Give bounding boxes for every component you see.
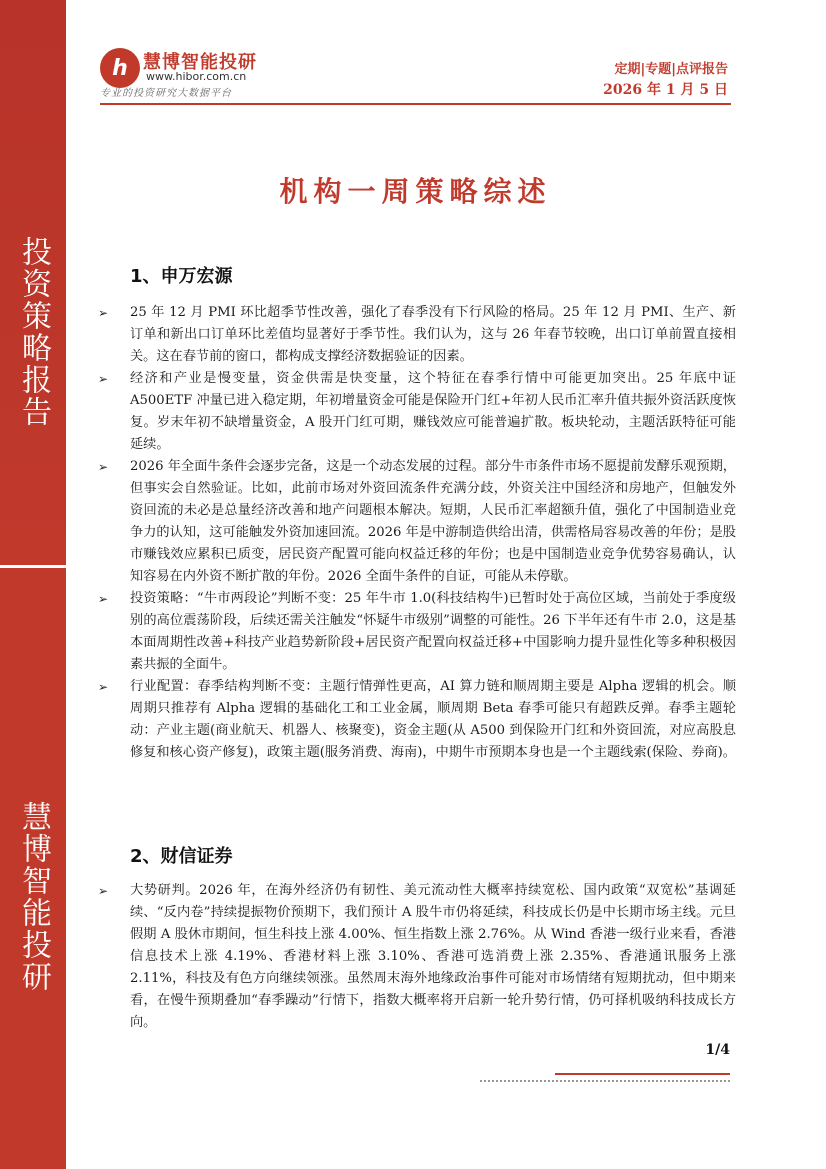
- page-title: 机构一周策略综述: [279, 175, 552, 208]
- header-divider: [100, 103, 731, 105]
- sidebar-top-band: [0, 0, 66, 565]
- sidebar: [0, 0, 66, 1169]
- list-item: [96, 880, 736, 1034]
- bullet-text: 2026 年全面牛条件会逐步完备，这是一个动态发展的过程。部分牛市条件市场不愿提前发酵乐观预期，但事实会自然验证。比如，此前市场对外资回流条件充满分歧，外资关注中国经济和房地产，但触发外资回流的未必是总量经济改善和地产问题根本解决。短期，人民币汇率超额升值，强化了中国制造业竞争力的认知，这可能触发外资加速回流。2026 年是中游制造供给出清，供需格局容易改善的年份；是股市赚钱效应累积已质变，居民资产配置可能向权益迁移的年份；也是中国制造业竞争优势容易确认，认知容易在内外资不断扩散的年份。2026 全面牛条件的自证，可能从未停歇。: [130, 459, 736, 584]
- header: [100, 46, 730, 106]
- list-item: [96, 588, 736, 676]
- arrow-bullet-icon: ➢: [98, 884, 109, 898]
- bullet-text: 25 年 12 月 PMI 环比超季节性改善，强化了春季没有下行风险的格局。25 年 12 月 PMI、生产、新订单和新出口订单环比差值均显著好于季节性。我们认为，这与 26 年春节较晚，出口订单前置直接相关。这在春节前的窗口，都构成支撑经济数据验证的因素。: [130, 305, 736, 364]
- bullet-text: 大势研判。2026 年，在海外经济仍有韧性、美元流动性大概率持续宽松、国内政策“双宽松”基调延续、“反内卷”持续提振物价预期下，我们预计 A 股牛市仍将延续，科技成长仍是中长期市场主线。元旦假期 A 股休市期间，恒生科技上涨 4.00%、恒生指数上涨 2.76%。从 Wind 香港一级行业来看，香港信息技术上涨 4.19%、香港材料上涨 3.10%、香港可选消费上涨 2.35%、香港通讯服务上涨 2.11%，科技及有色方向继续领涨。虽然周末海外地缘政治事件可能对市场情绪有短期扰动，但中期来看，在慢牛预期叠加“春季躁动”行情下，指数大概率将开启新一轮升势行情，仍可择机吸纳科技成长方向。: [130, 883, 736, 1030]
- footer-divider: [555, 1073, 730, 1075]
- bullet-text: 行业配置：春季结构判断不变：主题行情弹性更高，AI 算力链和顺周期主要是 Alpha 逻辑的机会。顺周期只推荐有 Alpha 逻辑的基础化工和工业金属，顺周期 Beta 春季可能只有超跌反弹。春季主题轮动：产业主题(商业航天、机器人、核聚变)，资金主题(从 A500 到保险开门红和外资回流，对应高股息修复和核心资产修复)，政策主题(服务消费、海南)，中期牛市预期本身也是一个主题线索(保险、券商)。: [130, 679, 736, 760]
- arrow-bullet-icon: ➢: [98, 680, 109, 694]
- logo-icon: h: [100, 48, 140, 88]
- sidebar-bottom-band: [0, 568, 66, 1169]
- report-date: 2026 年 1 月 5 日: [603, 82, 728, 98]
- logo-slogan: 专业的投资研究大数据平台: [100, 88, 232, 99]
- sidebar-brand: 慧博智能投研: [16, 801, 51, 993]
- bullet-text: 经济和产业是慢变量，资金供需是快变量，这个特征在春季行情中可能更加突出。25 年底中证 A500ETF 冲量已进入稳定期，年初增量资金可能是保险开门红+年初人民币汇率升值共振外资活跃度恢复。岁末年初不缺增量资金，A 股开门红可期，赚钱效应可能普遍扩散。板块轮动，主题活跃特征可能延续。: [130, 371, 736, 452]
- arrow-bullet-icon: ➢: [98, 306, 109, 320]
- list-item: [96, 456, 736, 588]
- logo-name: 慧博智能投研: [143, 52, 257, 73]
- list-item: [96, 302, 736, 368]
- list-item: [96, 368, 736, 456]
- page-number: 1/4: [705, 1042, 730, 1058]
- arrow-bullet-icon: ➢: [98, 372, 109, 386]
- section-bullet-list: [96, 302, 736, 764]
- section-bullet-list: [96, 880, 736, 1034]
- report-type: 定期|专题|点评报告: [614, 62, 728, 77]
- arrow-bullet-icon: ➢: [98, 592, 109, 606]
- arrow-bullet-icon: ➢: [98, 460, 109, 474]
- logo-url: www.hibor.com.cn: [146, 70, 247, 83]
- section-heading: 1、申万宏源: [130, 266, 233, 287]
- footer-dotted-divider: [480, 1080, 730, 1082]
- bullet-text: 投资策略：“牛市两段论”判断不变：25 年牛市 1.0(科技结构牛)已暂时处于高位区域，当前处于季度级别的高位震荡阶段，后续还需关注触发“怀疑牛市级别”调整的可能性。26 下半年还有牛市 2.0，这是基本面周期性改善+科技产业趋势新阶段+居民资产配置向权益迁移+中国影响力提升显性化等多种积极因素共振的全面牛。: [130, 591, 736, 672]
- list-item: [96, 676, 736, 764]
- sidebar-report-category: 投资策略报告: [16, 236, 51, 428]
- section-heading: 2、财信证券: [130, 846, 233, 867]
